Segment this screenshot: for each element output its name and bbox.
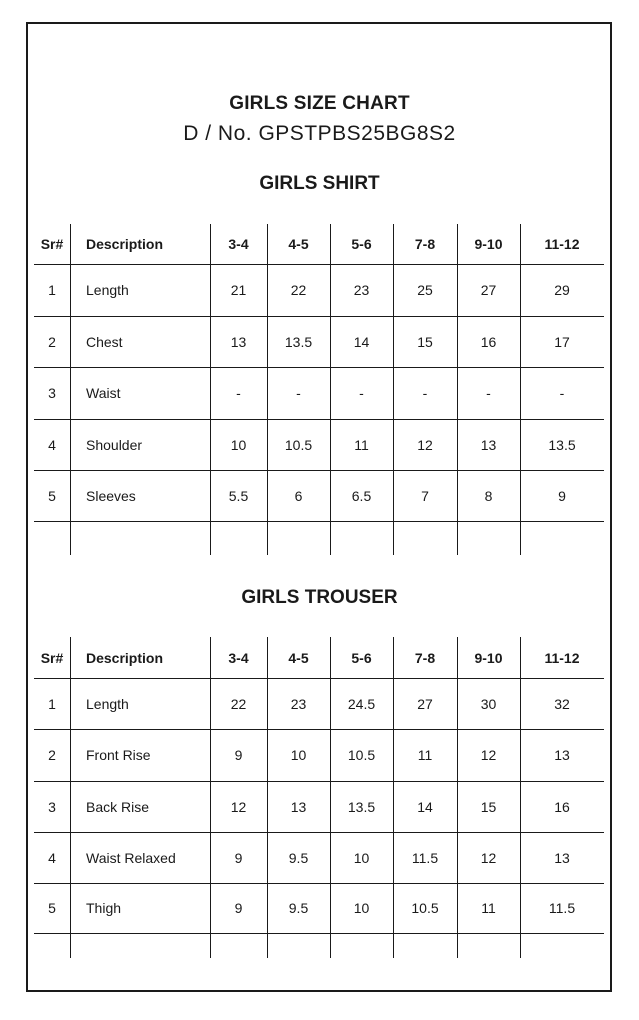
table-row [34, 264, 604, 316]
table-cell: 6.5 [351, 487, 372, 504]
table-cell: Thigh [86, 900, 122, 916]
table-cell: 13 [554, 747, 570, 763]
trouser-size-table [34, 637, 604, 958]
table-row [34, 678, 604, 729]
row-divider [34, 933, 604, 934]
column-header: Description [86, 236, 164, 252]
table-cell: 8 [484, 487, 493, 504]
table-cell: 11.5 [548, 900, 576, 916]
table-cell: Back Rise [86, 798, 150, 815]
table-cell: 9 [558, 487, 566, 504]
table-cell: 14 [353, 333, 370, 350]
column-header: 7-8 [414, 649, 436, 666]
table-cell: - [296, 385, 301, 401]
table-cell: 13.5 [548, 436, 576, 453]
table-cell: 10 [353, 849, 370, 866]
table-cell: 16 [480, 333, 497, 350]
table-cell: 12 [417, 436, 433, 453]
table-row [34, 729, 604, 781]
table-cell: 10 [230, 436, 247, 453]
table-row [34, 470, 604, 521]
column-header: 4-5 [288, 236, 309, 252]
table-cell: 12 [480, 747, 497, 763]
table-row [34, 367, 604, 419]
column-header: 4-5 [288, 649, 309, 666]
table-cell: 1 [48, 282, 56, 298]
table-cell: 3 [48, 385, 56, 401]
shirt-heading: GIRLS SHIRT [259, 173, 380, 194]
table-cell: 13 [230, 333, 247, 350]
table-cell: 13.5 [347, 798, 376, 815]
table-cell: - [422, 385, 428, 401]
table-cell: 22 [230, 695, 247, 712]
shirt-size-table [34, 224, 604, 555]
table-cell: 10.5 [411, 900, 439, 916]
table-cell: Chest [86, 333, 123, 350]
column-header: 3-4 [228, 649, 249, 666]
table-cell: 10 [353, 900, 370, 916]
row-divider [34, 521, 604, 522]
column-header: Sr# [40, 236, 64, 252]
table-cell: 23 [353, 282, 370, 298]
header-row [34, 224, 604, 264]
table-cell: Front Rise [86, 747, 151, 763]
table-cell: 7 [421, 487, 429, 504]
table-cell: 3 [48, 798, 56, 815]
table-cell: 4 [48, 849, 56, 866]
table-cell: 5.5 [228, 487, 249, 504]
table-cell: 11 [417, 747, 433, 763]
column-header: 7-8 [414, 236, 436, 252]
column-header: 5-6 [351, 236, 372, 252]
table-cell: 14 [417, 798, 433, 815]
table-cell: 24.5 [347, 695, 376, 712]
table-cell: 12 [230, 798, 247, 815]
column-header: Sr# [40, 649, 64, 666]
table-cell: 2 [48, 333, 56, 350]
table-cell: - [486, 385, 491, 401]
table-cell: 10 [290, 747, 307, 763]
table-cell: 5 [48, 487, 56, 504]
column-header: 11-12 [544, 236, 580, 252]
table-cell: 13.5 [284, 333, 313, 350]
table-cell: 11.5 [411, 849, 439, 866]
design-number: D / No. GPSTPBS25BG8S2 [183, 122, 456, 145]
column-header: Description [86, 649, 164, 666]
table-cell: 12 [480, 849, 497, 866]
table-row [34, 883, 604, 933]
table-cell: - [236, 385, 241, 401]
table-cell: 17 [554, 333, 570, 350]
table-cell: 9 [234, 900, 243, 916]
table-cell: 9.5 [288, 849, 309, 866]
table-cell: 29 [554, 282, 570, 298]
table-cell: 5 [48, 900, 56, 916]
table-cell: 21 [230, 282, 247, 298]
table-cell: 13 [480, 436, 497, 453]
table-cell: - [559, 385, 565, 401]
table-row [34, 316, 604, 367]
trouser-heading: GIRLS TROUSER [241, 587, 398, 608]
column-header: 11-12 [544, 649, 580, 666]
table-cell: 4 [48, 436, 56, 453]
table-cell: 9 [234, 849, 243, 866]
table-cell: 13 [290, 798, 307, 815]
table-cell: 2 [48, 747, 56, 763]
table-row [34, 419, 604, 470]
table-cell: 16 [554, 798, 570, 815]
table-cell: 11 [354, 436, 369, 453]
page-title: GIRLS SIZE CHART [229, 93, 410, 114]
table-cell: 30 [480, 695, 497, 712]
table-cell: 10.5 [347, 747, 376, 763]
table-cell: 6 [294, 487, 303, 504]
table-cell: 23 [290, 695, 307, 712]
table-cell: 13 [554, 849, 570, 866]
column-header: 9-10 [474, 649, 503, 666]
header-row [34, 637, 604, 678]
table-row [34, 832, 604, 883]
table-cell: 1 [48, 695, 56, 712]
table-cell: 15 [480, 798, 497, 815]
table-cell: 9 [234, 747, 243, 763]
table-cell: 15 [417, 333, 433, 350]
table-cell: Shoulder [86, 436, 143, 453]
table-cell: Length [86, 695, 129, 712]
table-cell: Sleeves [86, 487, 136, 504]
table-cell: Length [86, 282, 129, 298]
table-cell: 11 [481, 900, 496, 916]
column-header: 9-10 [474, 236, 503, 252]
column-header: 3-4 [228, 236, 249, 252]
table-cell: 22 [290, 282, 307, 298]
table-row [34, 781, 604, 832]
table-cell: Waist [86, 385, 121, 401]
table-cell: 10.5 [284, 436, 313, 453]
table-cell: 27 [417, 695, 433, 712]
table-cell: 32 [554, 695, 570, 712]
table-cell: 27 [480, 282, 497, 298]
table-cell: 25 [417, 282, 433, 298]
column-header: 5-6 [351, 649, 372, 666]
table-cell: Waist Relaxed [86, 849, 176, 866]
table-cell: 9.5 [288, 900, 309, 916]
table-cell: - [359, 385, 364, 401]
